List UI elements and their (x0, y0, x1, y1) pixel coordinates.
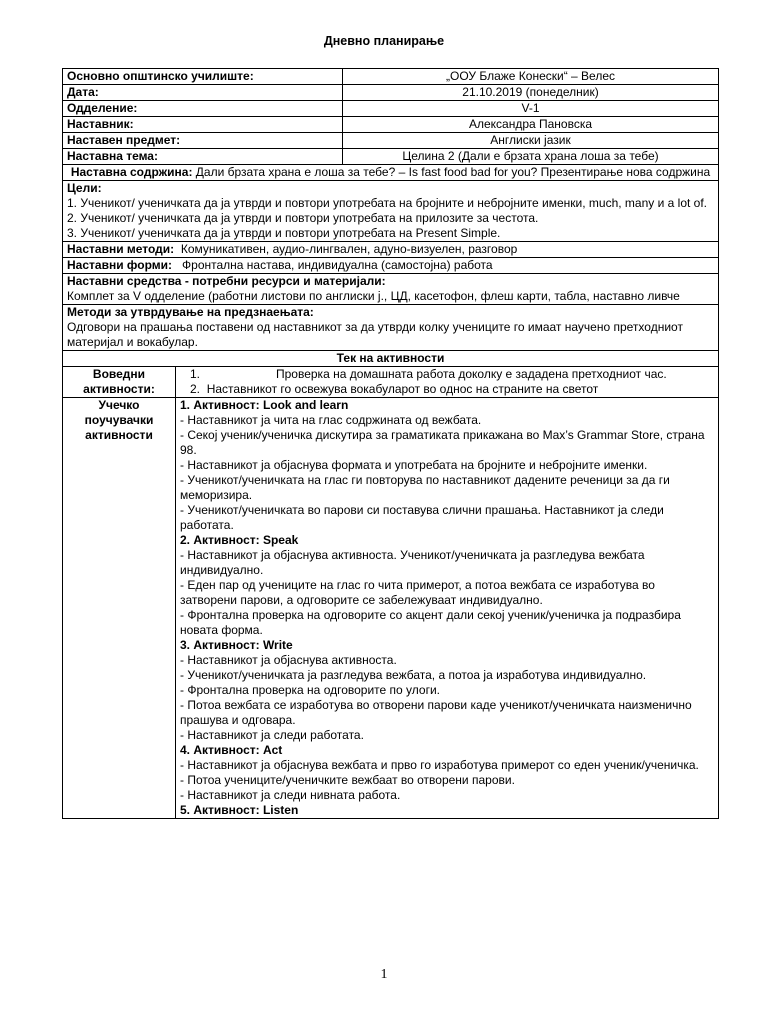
info-row (63, 117, 719, 133)
forms-text: Фронтална настава, индивидуална (самостојна) работа (182, 258, 493, 272)
assessment-text: Одговори на прашања поставени од наставникот за да утврди колку учениците го имаат научено претходниот материјал и вокабулар. (67, 320, 683, 349)
info-value: Целина 2 (Дали е брзата храна лоша за тебе) (343, 149, 719, 165)
info-label: Наставник: (63, 117, 343, 133)
activity-line: - Наставникот ја објаснува активноста. (180, 653, 397, 667)
content-label: Наставна содржина: (70, 165, 193, 179)
info-row (63, 85, 719, 101)
goal-item: 1. Ученикот/ ученичката да ја утврди и повтори употребата на бројните и небројните именки, much, many и a lot of. (67, 196, 708, 210)
activity-line: - Ученикот/ученичката ја разгледува вежбата, а потоа ја изработува индивидуално. (180, 668, 647, 682)
info-label: Дата: (63, 85, 343, 101)
content-row (63, 165, 719, 181)
resources-cell (63, 274, 719, 305)
intro-row (63, 367, 719, 398)
activity-heading: 5. Активност: Listen (180, 803, 299, 817)
intro-item-number: 2. (190, 382, 201, 396)
methods-cell (63, 242, 719, 258)
forms-label: Наставни форми: (67, 258, 172, 272)
intro-item-text: Наставникот го освежува вокабуларот во однос на страните на светот (206, 382, 599, 396)
info-value: Александра Пановска (343, 117, 719, 133)
info-label: Основно општинско училиште: (63, 69, 343, 85)
forms-row (63, 258, 719, 274)
activity-line: - Наставникот ја следи работата. (180, 728, 364, 742)
activity-line: - Ученикот/ученичката на глас ги повторува по наставникот дадените реченици за да ги меморизира. (180, 473, 670, 502)
intro-label: Воведни активности: (63, 367, 176, 398)
resources-text: Комплет за V одделение (работни листови по англиски ј., ЦД, касетофон, флеш карти, табла, наставно ливче (67, 289, 680, 303)
info-label: Одделение: (63, 101, 343, 117)
page-title: Дневно планирање (323, 34, 445, 48)
info-value: Англиски јазик (343, 133, 719, 149)
activity-line: - Потоа учениците/ученичките вежбаат во отворени парови. (180, 773, 515, 787)
assessment-cell (63, 305, 719, 351)
activity-line: - Еден пар од учениците на глас го чита примерот, а потоа вежбата се изработува во затворени парови, а одговорите се забележуваат индивидуално. (180, 578, 655, 607)
info-row (63, 69, 719, 85)
learning-cell (176, 398, 719, 819)
flow-header: Тек на активности (63, 351, 719, 367)
info-value: V-1 (343, 101, 719, 117)
info-label: Наставна тема: (63, 149, 343, 165)
activity-line: - Секој ученик/ученичка дискутира за граматиката прикажана во Max’s Grammar Store, страна 98. (180, 428, 705, 457)
info-row (63, 149, 719, 165)
intro-item-number: 1. (190, 367, 201, 381)
intro-cell (176, 367, 719, 398)
resources-label: Наставни средства - потребни ресурси и материјали: (67, 274, 386, 288)
learning-label: Учечко поучувачки активности (63, 398, 176, 819)
assessment-label: Методи за утврдување на предзнаењата: (67, 305, 314, 319)
forms-cell (63, 258, 719, 274)
activity-line: - Наставникот ја објаснува вежбата и прво го изработува примерот со еден ученик/ученичка. (180, 758, 699, 772)
activities-table (62, 366, 719, 819)
info-row (63, 133, 719, 149)
methods-text: Комуникативен, аудио-лингвален, адуно-визуелен, разговор (180, 242, 518, 256)
activity-heading: 1. Активност: Look and learn (180, 398, 349, 412)
methods-label: Наставни методи: (67, 242, 175, 256)
content-text: Дали брзата храна е лоша за тебе? – Is fast food bad for you? Презентирање нова содржина (195, 165, 711, 179)
intro-item-text: Проверка на домашната работа доколку е зададена претходниот час. (276, 367, 667, 381)
intro-item (180, 382, 714, 397)
intro-item (180, 367, 714, 382)
activity-line: - Потоа вежбата се изработува во отворени парови каде ученикот/ученичката наизменично прашува и одговара. (180, 698, 692, 727)
assessment-row (63, 305, 719, 351)
activity-heading: 4. Активност: Act (180, 743, 283, 757)
activity-line: - Наставникот ја објаснува активноста. Ученикот/ученичката ја разгледува вежбата индивидуално. (180, 548, 645, 577)
activity-line: - Наставникот ја објаснува формата и употребата на бројните и небројните именки. (180, 458, 648, 472)
activity-heading: 2. Активност: Speak (180, 533, 299, 547)
page-number: 1 (380, 967, 388, 982)
activity-line: - Ученикот/ученичката во парови си поставува слични прашања. Наставникот ја следи работата. (180, 503, 664, 532)
info-label: Наставен предмет: (63, 133, 343, 149)
flow-header-row (63, 351, 719, 367)
info-row (63, 101, 719, 117)
content-cell (63, 165, 719, 181)
learning-row (63, 398, 719, 819)
goal-item: 2. Ученикот/ ученичката да ја утврди и повтори употребата на прилозите за честота. (67, 211, 539, 225)
goal-item: 3. Ученикот/ ученичката да ја утврди и повтори употребата на Present Simple. (67, 226, 501, 240)
activity-heading: 3. Активност: Write (180, 638, 293, 652)
resources-row (63, 274, 719, 305)
activity-line: - Наставникот ја следи нивната работа. (180, 788, 401, 802)
activity-line: - Фронтална проверка на одговорите со акцент дали секој ученик/ученичка ја подразбира новата форма. (180, 608, 681, 637)
activity-line: - Наставникот ја чита на глас содржината од вежбата. (180, 413, 482, 427)
methods-row (63, 242, 719, 258)
info-value: 21.10.2019 (понеделник) (343, 85, 719, 101)
goals-cell (63, 181, 719, 242)
info-value: „ООУ Блаже Конески“ – Велес (343, 69, 719, 85)
goals-row (63, 181, 719, 242)
planning-table (62, 68, 719, 367)
activity-line: - Фронтална проверка на одговорите по улоги. (180, 683, 441, 697)
goals-label: Цели: (67, 181, 102, 195)
